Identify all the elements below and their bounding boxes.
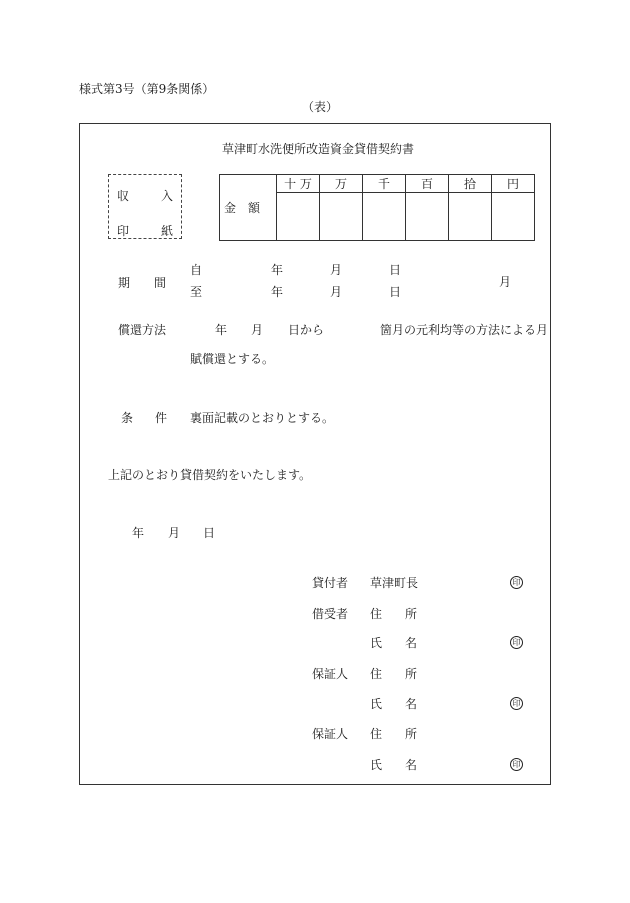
guarantor1-address-label-1: 住: [370, 667, 383, 681]
guarantor1-label: 保証人: [312, 667, 349, 681]
amount-header-1000: 千: [363, 175, 406, 193]
borrower-address-label-1: 住: [370, 607, 383, 621]
lender-label: 貸付者: [312, 576, 349, 590]
guarantor2-address-label-1: 住: [370, 727, 383, 741]
borrower-seal-icon: 印: [510, 636, 523, 649]
amount-header-100000: 十 万: [277, 175, 320, 193]
stamp-char-4: 紙: [161, 224, 174, 238]
guarantor2-name-label-2: 名: [405, 758, 418, 772]
period-from-day: 日: [389, 263, 402, 277]
date-year: 年: [132, 526, 145, 540]
period-to-day: 日: [389, 285, 402, 299]
borrower-name-label-1: 氏: [370, 636, 383, 650]
form-number: 様式第3号（第9条関係）: [79, 82, 215, 96]
amount-table: [219, 174, 535, 241]
repayment-from-day: 日から: [288, 323, 325, 337]
amount-header-100: 百: [406, 175, 449, 193]
period-months-unit: 月: [499, 275, 512, 289]
repayment-label: 償還方法: [118, 323, 167, 337]
repayment-year: 年: [215, 323, 228, 337]
guarantor1-address-label-2: 所: [405, 667, 418, 681]
guarantor1-seal-icon: 印: [510, 697, 523, 710]
repayment-month: 月: [251, 323, 264, 337]
amount-label: 金額: [220, 175, 277, 241]
stamp-char-1: 収: [117, 189, 130, 203]
side-label: （表）: [302, 100, 339, 114]
amount-cell-1000[interactable]: [363, 193, 406, 241]
conditions-text: 裏面記載のとおりとする。: [190, 411, 335, 425]
amount-header-1: 円: [492, 175, 535, 193]
guarantor2-address-label-2: 所: [405, 727, 418, 741]
contract-statement: 上記のとおり貸借契約をいたします。: [108, 468, 312, 482]
period-label: 期 間: [118, 276, 173, 290]
guarantor1-name-label-2: 名: [405, 697, 418, 711]
guarantor2-seal-icon: 印: [510, 758, 523, 771]
borrower-label: 借受者: [312, 607, 349, 621]
period-to-year: 年: [271, 285, 284, 299]
amount-header-10000: 万: [320, 175, 363, 193]
amount-header-10: 拾: [449, 175, 492, 193]
guarantor2-name-label-1: 氏: [370, 758, 383, 772]
stamp-char-3: 印: [117, 224, 130, 238]
date-month: 月: [168, 526, 181, 540]
period-from-label: 自: [190, 263, 203, 277]
stamp-char-2: 入: [161, 189, 174, 203]
amount-cell-100000[interactable]: [277, 193, 320, 241]
lender-seal-icon: 印: [510, 576, 523, 589]
date-day: 日: [203, 526, 216, 540]
period-to-label: 至: [190, 285, 203, 299]
document-title: 草津町水洗便所改造資金貸借契約書: [222, 142, 415, 156]
guarantor1-name-label-1: 氏: [370, 697, 383, 711]
amount-cell-100[interactable]: [406, 193, 449, 241]
period-from-year: 年: [271, 263, 284, 277]
period-to-month: 月: [330, 285, 343, 299]
repayment-continuation: 賦償還とする。: [190, 352, 275, 366]
borrower-name-label-2: 名: [405, 636, 418, 650]
amount-cell-1[interactable]: [492, 193, 535, 241]
amount-cell-10[interactable]: [449, 193, 492, 241]
lender-name: 草津町長: [370, 576, 419, 590]
repayment-method-text: 箇月の元利均等の方法による月: [380, 323, 549, 337]
guarantor2-label: 保証人: [312, 727, 349, 741]
borrower-address-label-2: 所: [405, 607, 418, 621]
amount-cell-10000[interactable]: [320, 193, 363, 241]
period-from-month: 月: [330, 263, 343, 277]
conditions-label: 条 件: [121, 411, 173, 425]
